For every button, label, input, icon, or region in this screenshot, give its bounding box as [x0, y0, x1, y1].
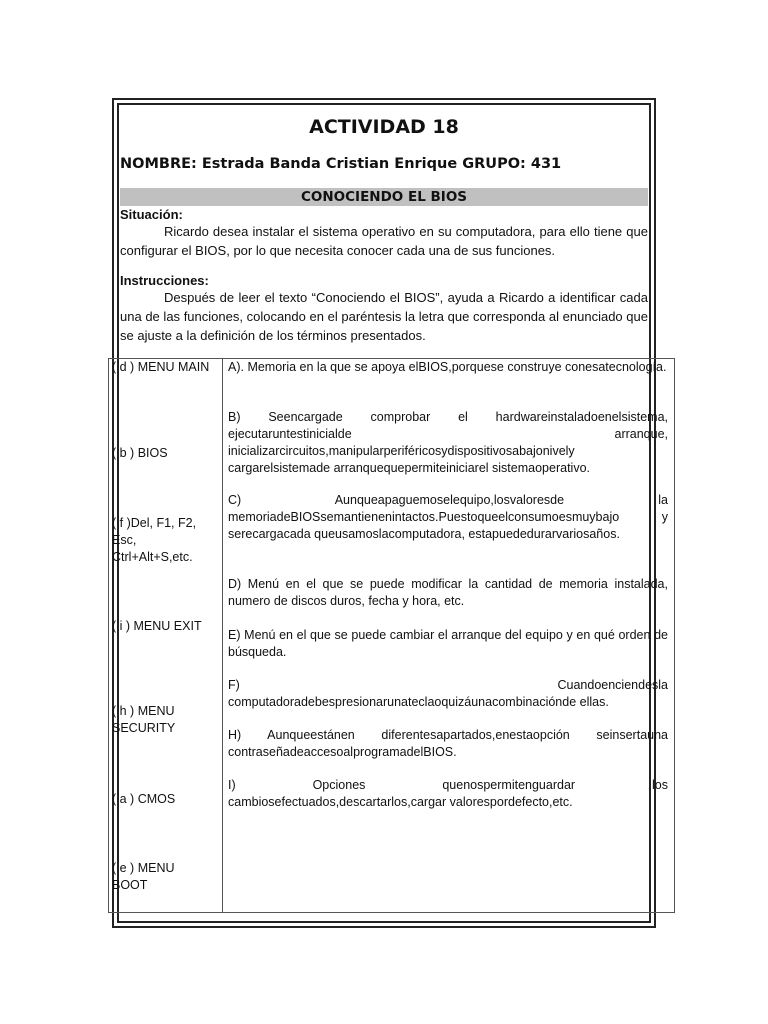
situacion-paragraph	[120, 222, 648, 260]
instrucciones-heading: Instrucciones:	[120, 273, 209, 288]
instrucciones-text: Después de leer el texto “Conociendo el BIOS”, ayuda a Ricardo a identificar cada una de las funciones, colocando en el paréntesis la letra que corresponda al enunciado que se ajuste a la definición de los términos presentados.	[120, 290, 648, 343]
definition-f: F) Cuandoenciendesla computadoradebespresionarunateclaoquizáunacombinaciónde ellas.	[228, 678, 668, 709]
page-title: ACTIVIDAD 18	[309, 116, 459, 138]
definition-c: C) Aunqueapaguemoselequipo,losvaloresde la memoriadeBIOSsemantienenintactos.Puestoqueelconsumoesmuybajo y serecargacada queusamoslacomputadora, estapuededurarvariosaños.	[228, 493, 668, 541]
term-menu-security: ( h ) MENU SECURITY	[112, 704, 176, 735]
term-menu-exit: ( i ) MENU EXIT	[112, 619, 202, 633]
definition-a: A). Memoria en la que se apoya elBIOS,porquese construye conesatecnología.	[228, 360, 667, 374]
definition-d: D) Menú en el que se puede modificar la cantidad de memoria instalada, numero de discos duros, fecha y hora, etc.	[228, 577, 668, 608]
term-bios: ( b ) BIOS	[112, 446, 168, 460]
definition-e: E) Menú en el que se puede cambiar el arranque del equipo y en qué orden de búsqueda.	[228, 628, 668, 659]
instrucciones-paragraph	[120, 288, 648, 345]
definition-b: B) Seencargade comprobar el hardwareinstaladoenelsistema, ejecutaruntestinicialde arranque, inicializarcircuitos,manipularperiféricosydispositivosabajonively cargarelsistemade arranquequepermiteiniciarel sistemaoperativo.	[228, 410, 668, 475]
term-menu-main: ( d ) MENU MAIN	[112, 360, 210, 374]
term-menu-boot: ( e ) MENU BOOT	[112, 861, 175, 892]
definition-h: H) Aunqueestánen diferentesapartados,enestaopción seinsertauna contraseñadeaccesoalprogramadelBIOS.	[228, 728, 668, 759]
situacion-heading: Situación:	[120, 207, 183, 222]
definition-i: I) Opciones quenospermitenguardar los cambiosefectuados,descartarlos,cargar valorespordefecto,etc.	[228, 778, 668, 809]
student-name-line: NOMBRE: Estrada Banda Cristian Enrique GRUPO: 431	[120, 156, 562, 172]
term-keys: ( f )Del, F1, F2, Esc, Ctrl+Alt+S,etc.	[112, 516, 197, 564]
section-title-bar: CONOCIENDO EL BIOS	[120, 188, 648, 206]
term-cmos: ( a ) CMOS	[112, 792, 176, 806]
table-column-divider	[222, 358, 223, 913]
situacion-text: Ricardo desea instalar el sistema operativo en su computadora, para ello tiene que configurar el BIOS, por lo que necesita conocer cada una de sus funciones.	[120, 224, 648, 258]
